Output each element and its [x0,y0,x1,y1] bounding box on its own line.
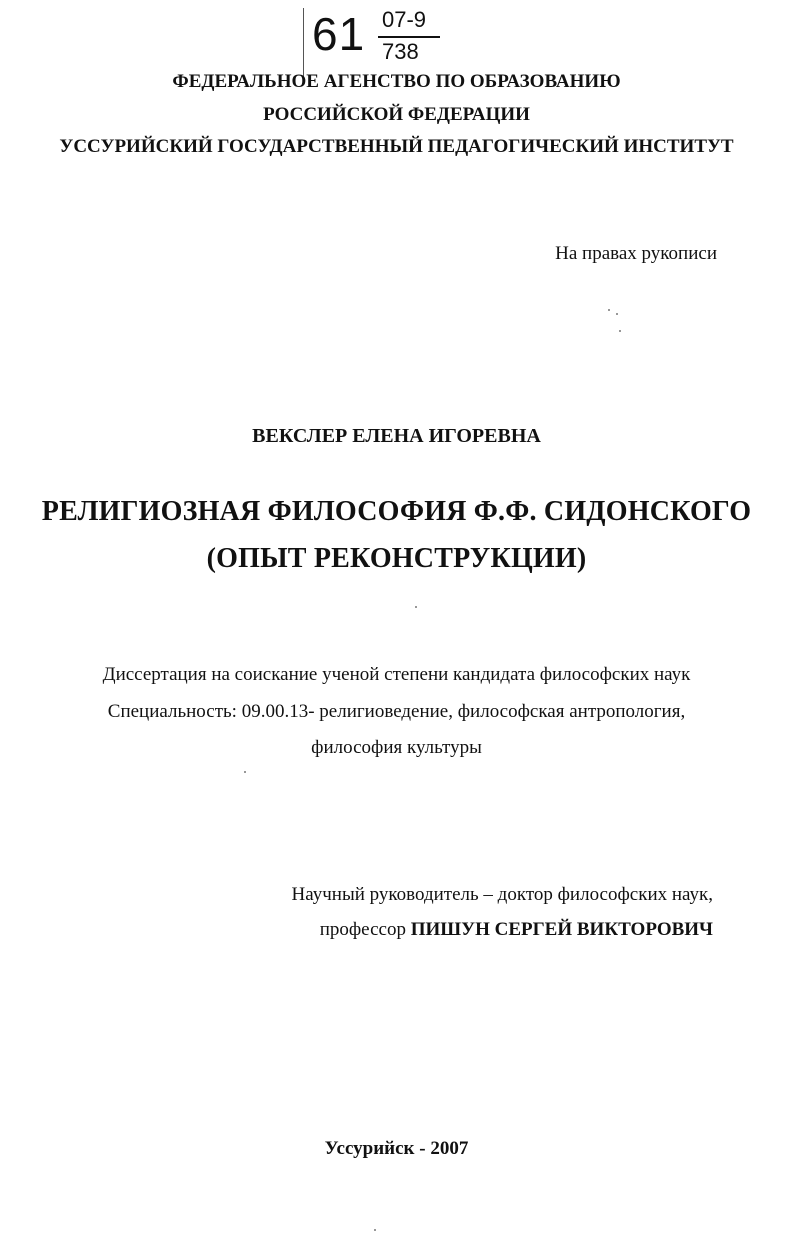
scan-speck [608,309,610,311]
stamp-fraction-bar [378,36,440,38]
scan-mark [303,8,304,80]
stamp-bottom-number: 738 [382,39,419,64]
agency-name: ФЕДЕРАЛЬНОЕ АГЕНСТВО ПО ОБРАЗОВАНИЮ [172,71,621,92]
supervisor-degree: Научный руководитель – доктор философских наук, [291,884,713,905]
supervisor-name: ПИШУН СЕРГЕЙ ВИКТОРОВИЧ [410,919,713,940]
scan-speck [415,606,417,608]
stamp-main-number: 61 [312,8,366,60]
dissertation-title-line1: РЕЛИГИОЗНАЯ ФИЛОСОФИЯ Ф.Ф. СИДОНСКОГО [41,496,752,527]
degree-description: Диссертация на соискание ученой степени кандидата философских наук [102,664,691,685]
scan-speck [616,313,618,315]
manuscript-rights-note: На правах рукописи [555,243,717,264]
institute-name: УССУРИЙСКИЙ ГОСУДАРСТВЕННЫЙ ПЕДАГОГИЧЕСКИЙ ИНСТИТУТ [59,136,734,157]
dissertation-title-line2: (ОПЫТ РЕКОНСТРУКЦИИ) [206,543,587,574]
scan-speck [619,330,621,332]
scan-speck [244,771,246,773]
author-name: ВЕКСЛЕР ЕЛЕНА ИГОРЕВНА [252,425,541,447]
supervisor-line [320,919,713,941]
city-year: Уссурийск - 2007 [324,1138,469,1159]
supervisor-title: профессор [319,919,406,940]
stamp-top-number: 07-9 [382,7,427,32]
specialty-line-continued: философия культуры [311,737,482,758]
country-name: РОССИЙСКОЙ ФЕДЕРАЦИИ [263,104,530,125]
library-stamp [312,6,452,66]
scan-speck [374,1229,376,1231]
specialty-line: Специальность: 09.00.13- религиоведение, философская антропология, [107,701,686,722]
